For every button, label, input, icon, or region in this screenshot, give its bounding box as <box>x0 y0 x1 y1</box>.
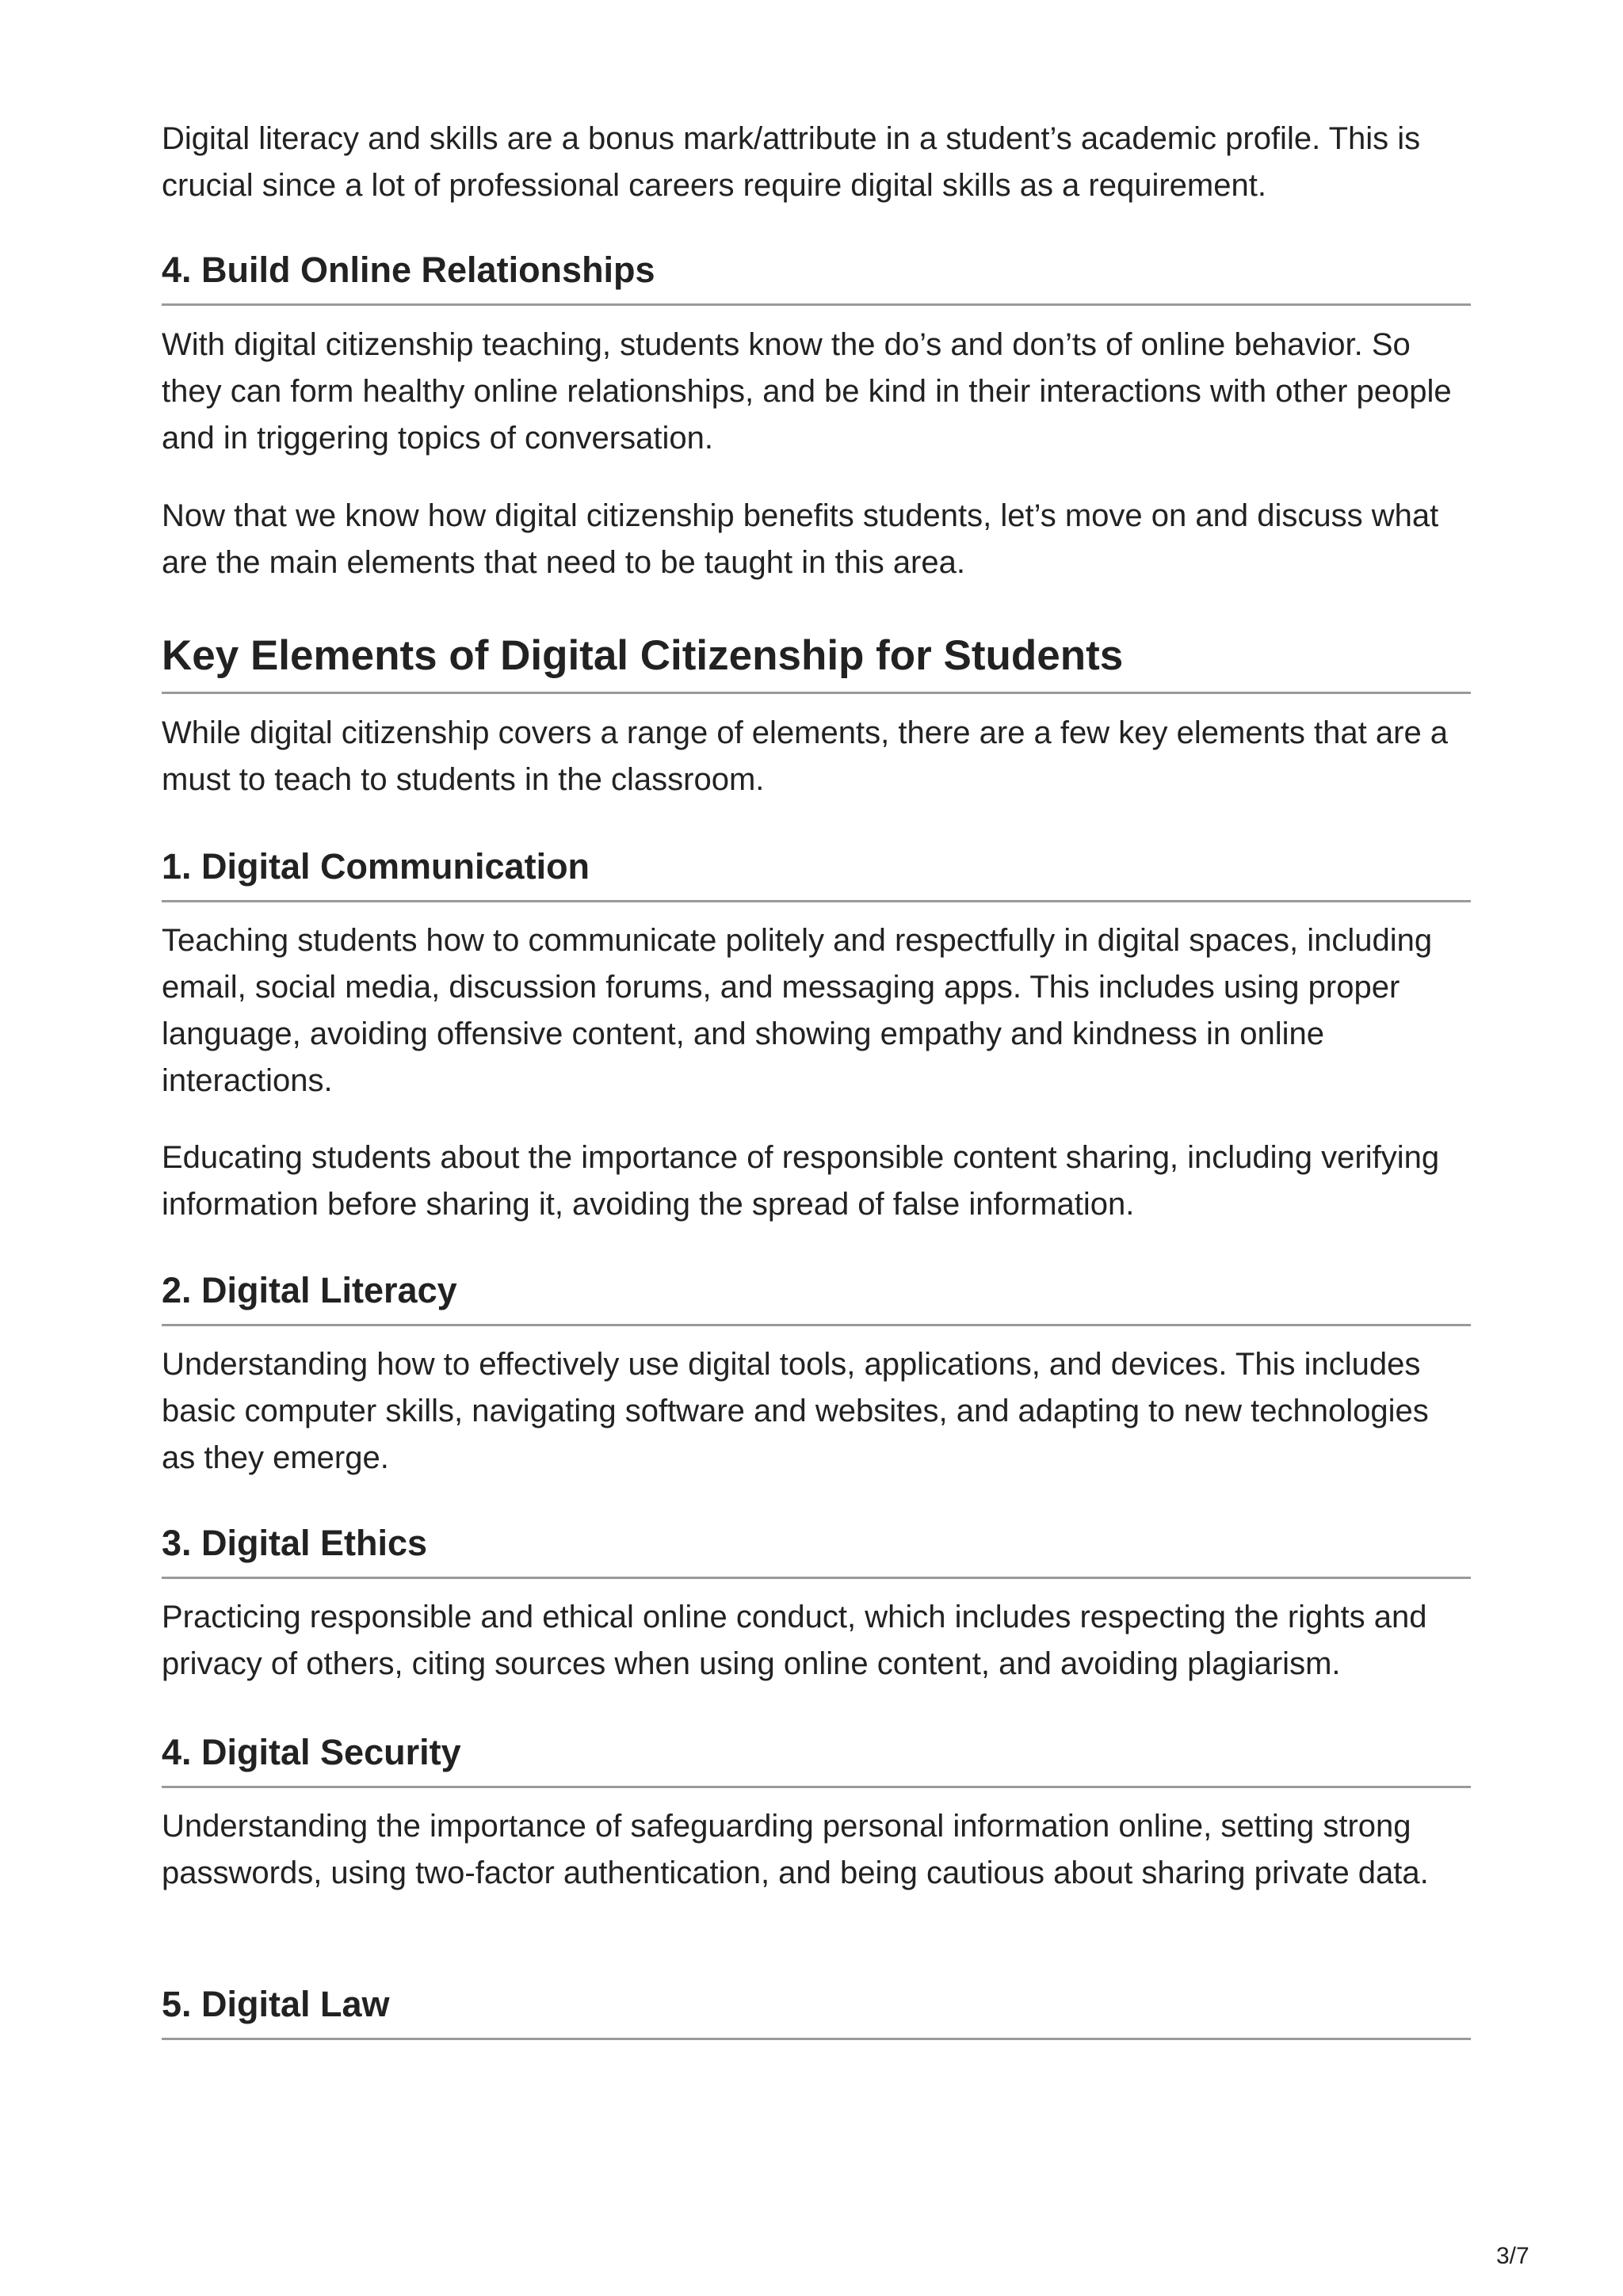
heading-underline <box>162 2038 1471 2040</box>
heading-underline <box>162 900 1471 902</box>
intro-paragraph: Digital literacy and skills are a bonus mark/attribute in a student’s academic profile. This is crucial since a lot of professional careers require digital skills as a requirement. <box>162 121 1421 203</box>
heading-digital-ethics: 3. Digital Ethics <box>162 1523 428 1563</box>
key-elements-paragraph: While digital citizenship covers a range of elements, there are a few key elements that are a must to teach to students in the classroom. <box>162 715 1449 797</box>
heading-underline <box>162 303 1471 306</box>
digital-security-paragraph: Understanding the importance of safeguarding personal information online, setting strong passwords, using two-factor authentication, and being cautious about sharing private data. <box>162 1809 1429 1890</box>
heading-underline <box>162 1786 1471 1788</box>
heading-digital-law: 5. Digital Law <box>162 1984 390 2024</box>
heading-build-online-relationships: 4. Build Online Relationships <box>162 250 655 290</box>
heading-digital-literacy: 2. Digital Literacy <box>162 1270 457 1310</box>
digital-communication-paragraph-2: Educating students about the importance of responsible content sharing, including verifying information before sharing it, avoiding the spread of false information. <box>162 1140 1440 1222</box>
digital-literacy-paragraph: Understanding how to effectively use digital tools, applications, and devices. This includes basic computer skills, navigating software and websites, and adapting to new technologies as they emerge. <box>162 1347 1429 1475</box>
heading-digital-security: 4. Digital Security <box>162 1732 461 1772</box>
build-online-relationships-paragraph: With digital citizenship teaching, students know the do’s and don’ts of online behavior. So they can form healthy online relationships, and be kind in their interactions with other people and in triggering topics of conversation. <box>162 327 1452 456</box>
heading-key-elements: Key Elements of Digital Citizenship for Students <box>162 632 1124 679</box>
digital-communication-paragraph-1: Teaching students how to communicate politely and respectfully in digital spaces, including email, social media, discussion forums, and messaging apps. This includes using proper language, avoiding offensive content, and showing empathy and kindness in online interactions. <box>162 923 1433 1098</box>
heading-digital-communication: 1. Digital Communication <box>162 846 590 887</box>
heading-underline <box>162 1324 1471 1326</box>
transition-paragraph: Now that we know how digital citizenship benefits students, let’s move on and discuss what are the main elements that need to be taught in this area. <box>162 498 1439 580</box>
heading-underline <box>162 692 1471 694</box>
heading-underline <box>162 1577 1471 1579</box>
digital-ethics-paragraph: Practicing responsible and ethical online conduct, which includes respecting the rights and privacy of others, citing sources when using online content, and avoiding plagiarism. <box>162 1600 1427 1681</box>
page-number: 3/7 <box>1496 2243 1529 2269</box>
